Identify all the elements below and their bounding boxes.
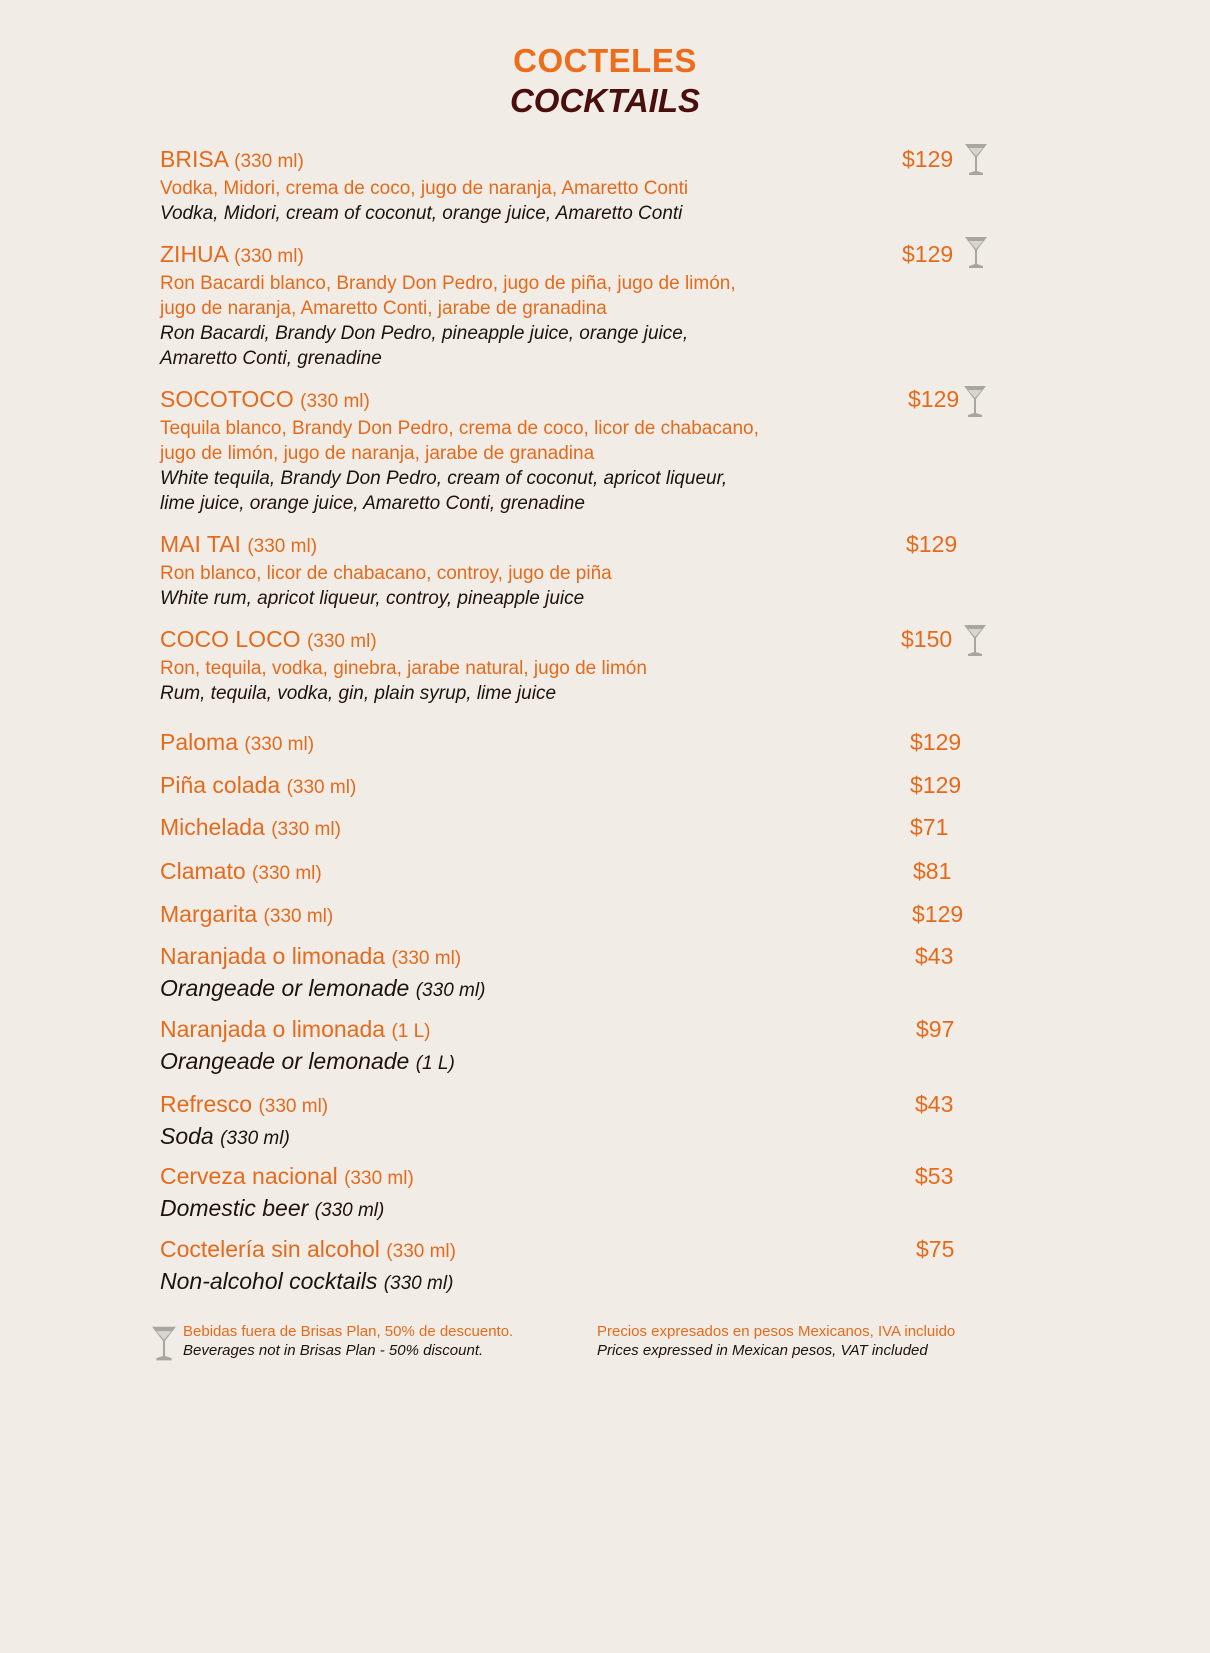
item-desc-en: Amaretto Conti, grenadine bbox=[160, 348, 382, 369]
menu-item-cocteleria-sin-alcohol bbox=[160, 1235, 1000, 1299]
item-name: Margarita bbox=[160, 901, 258, 927]
item-price: $97 bbox=[916, 1016, 955, 1042]
item-volume-en: (330 ml) bbox=[314, 1200, 385, 1221]
item-name-en: Soda bbox=[160, 1123, 214, 1149]
footer-price-es: Precios expresados en pesos Mexicanos, IVA incluido bbox=[597, 1323, 956, 1340]
footer-discount-en: Beverages not in Brisas Plan - 50% discount. bbox=[183, 1342, 484, 1359]
item-desc-es: jugo de limón, jugo de naranja, jarabe de granadina bbox=[160, 443, 595, 464]
page-title-en: COCKTAILS bbox=[509, 82, 701, 119]
item-price: $71 bbox=[910, 814, 949, 840]
item-desc-es: Tequila blanco, Brandy Don Pedro, crema de coco, licor de chabacano, bbox=[160, 418, 759, 439]
item-name: Cerveza nacional bbox=[160, 1163, 338, 1189]
item-desc-en: Vodka, Midori, cream of coconut, orange juice, Amaretto Conti bbox=[160, 203, 683, 224]
item-desc-es: Ron Bacardi blanco, Brandy Don Pedro, jugo de piña, jugo de limón, bbox=[160, 273, 736, 294]
item-name: Piña colada bbox=[160, 772, 281, 798]
menu-item-paloma bbox=[160, 728, 1000, 759]
footer-discount-es: Bebidas fuera de Brisas Plan, 50% de descuento. bbox=[183, 1323, 514, 1340]
item-volume: (330 ml) bbox=[306, 631, 377, 652]
item-desc-en: lime juice, orange juice, Amaretto Conti, grenadine bbox=[160, 493, 585, 514]
item-volume: (330 ml) bbox=[247, 536, 318, 557]
item-volume-en: (330 ml) bbox=[415, 980, 486, 1001]
item-price: $129 bbox=[906, 531, 958, 557]
item-name: Michelada bbox=[160, 814, 265, 840]
item-price: $129 bbox=[902, 146, 954, 172]
item-volume: (1 L) bbox=[391, 1021, 431, 1042]
item-price: $129 bbox=[912, 901, 964, 927]
page-title-es: COCTELES bbox=[513, 42, 697, 79]
menu-item-michelada bbox=[160, 813, 1000, 844]
item-volume: (330 ml) bbox=[391, 948, 462, 969]
menu-item-zihua bbox=[160, 240, 1000, 371]
item-volume-en: (330 ml) bbox=[220, 1128, 290, 1149]
item-price: $53 bbox=[915, 1163, 954, 1189]
martini-glass-icon bbox=[151, 1324, 177, 1362]
item-volume: (330 ml) bbox=[386, 1241, 456, 1262]
menu-item-refresco bbox=[160, 1090, 1000, 1154]
item-volume: (330 ml) bbox=[234, 246, 304, 267]
item-desc-en: White tequila, Brandy Don Pedro, cream of coconut, apricot liqueur, bbox=[160, 468, 728, 489]
item-volume: (330 ml) bbox=[344, 1168, 414, 1189]
item-name: Paloma bbox=[160, 729, 238, 755]
item-price: $129 bbox=[908, 386, 960, 412]
menu-item-naranjada-1l bbox=[160, 1015, 1000, 1079]
item-price: $43 bbox=[915, 1091, 954, 1117]
item-desc-es: Ron blanco, licor de chabacano, controy, jugo de piña bbox=[160, 563, 612, 584]
item-volume: (330 ml) bbox=[286, 777, 357, 798]
item-name: Clamato bbox=[160, 858, 246, 884]
item-name: BRISA bbox=[160, 146, 228, 172]
item-volume-en: (1 L) bbox=[415, 1053, 455, 1074]
item-name: Naranjada o limonada bbox=[160, 943, 386, 969]
menu-item-margarita bbox=[160, 900, 1000, 931]
martini-glass-icon bbox=[964, 235, 988, 269]
item-volume: (330 ml) bbox=[300, 391, 370, 412]
item-name: COCO LOCO bbox=[160, 626, 301, 652]
menu-item-pina-colada bbox=[160, 771, 1000, 802]
item-name-en: Orangeade or lemonade bbox=[160, 975, 410, 1001]
item-name: Naranjada o limonada bbox=[160, 1016, 386, 1042]
item-volume: (330 ml) bbox=[244, 734, 315, 755]
item-name: Refresco bbox=[160, 1091, 253, 1117]
menu-item-naranjada-330 bbox=[160, 942, 1000, 1006]
item-price: $150 bbox=[901, 626, 953, 652]
item-desc-es: Vodka, Midori, crema de coco, jugo de naranja, Amaretto Conti bbox=[160, 178, 689, 199]
menu-item-brisa bbox=[160, 145, 1000, 226]
item-desc-en: Ron Bacardi, Brandy Don Pedro, pineapple juice, orange juice, bbox=[160, 323, 689, 344]
item-volume-en: (330 ml) bbox=[383, 1273, 454, 1294]
item-desc-es: Ron, tequila, vodka, ginebra, jarabe natural, jugo de limón bbox=[160, 658, 647, 679]
item-price: $129 bbox=[902, 241, 954, 267]
martini-glass-icon bbox=[964, 142, 988, 176]
item-volume: (330 ml) bbox=[263, 906, 334, 927]
menu-item-mai-tai bbox=[160, 530, 1000, 611]
martini-glass-icon bbox=[963, 384, 987, 418]
menu-item-socotoco bbox=[160, 385, 1000, 516]
item-volume: (330 ml) bbox=[258, 1096, 329, 1117]
item-name: Coctelería sin alcohol bbox=[160, 1236, 380, 1262]
item-price: $129 bbox=[910, 729, 962, 755]
footer-discount-note bbox=[183, 1322, 513, 1360]
item-name-en: Domestic beer bbox=[160, 1195, 309, 1221]
item-price: $75 bbox=[916, 1236, 955, 1262]
item-price: $129 bbox=[910, 772, 962, 798]
item-volume: (330 ml) bbox=[271, 819, 341, 840]
item-name-en: Non-alcohol cocktails bbox=[160, 1268, 378, 1294]
item-name: MAI TAI bbox=[160, 531, 241, 557]
item-desc-es: jugo de naranja, Amaretto Conti, jarabe de granadina bbox=[160, 298, 607, 319]
menu-item-clamato bbox=[160, 857, 1000, 888]
footer-price-note bbox=[597, 1322, 955, 1360]
item-desc-en: Rum, tequila, vodka, gin, plain syrup, lime juice bbox=[160, 683, 557, 704]
item-volume: (330 ml) bbox=[252, 863, 322, 884]
menu-item-cerveza bbox=[160, 1162, 1000, 1226]
item-name: SOCOTOCO bbox=[160, 386, 294, 412]
item-price: $81 bbox=[913, 858, 952, 884]
item-desc-en: White rum, apricot liqueur, controy, pineapple juice bbox=[160, 588, 585, 609]
item-name-en: Orangeade or lemonade bbox=[160, 1048, 410, 1074]
item-name: ZIHUA bbox=[160, 241, 228, 267]
martini-glass-icon bbox=[963, 623, 987, 657]
menu-item-coco-loco bbox=[160, 625, 1000, 706]
item-price: $43 bbox=[915, 943, 954, 969]
item-volume: (330 ml) bbox=[234, 151, 304, 172]
footer-price-en: Prices expressed in Mexican pesos, VAT included bbox=[597, 1342, 928, 1359]
